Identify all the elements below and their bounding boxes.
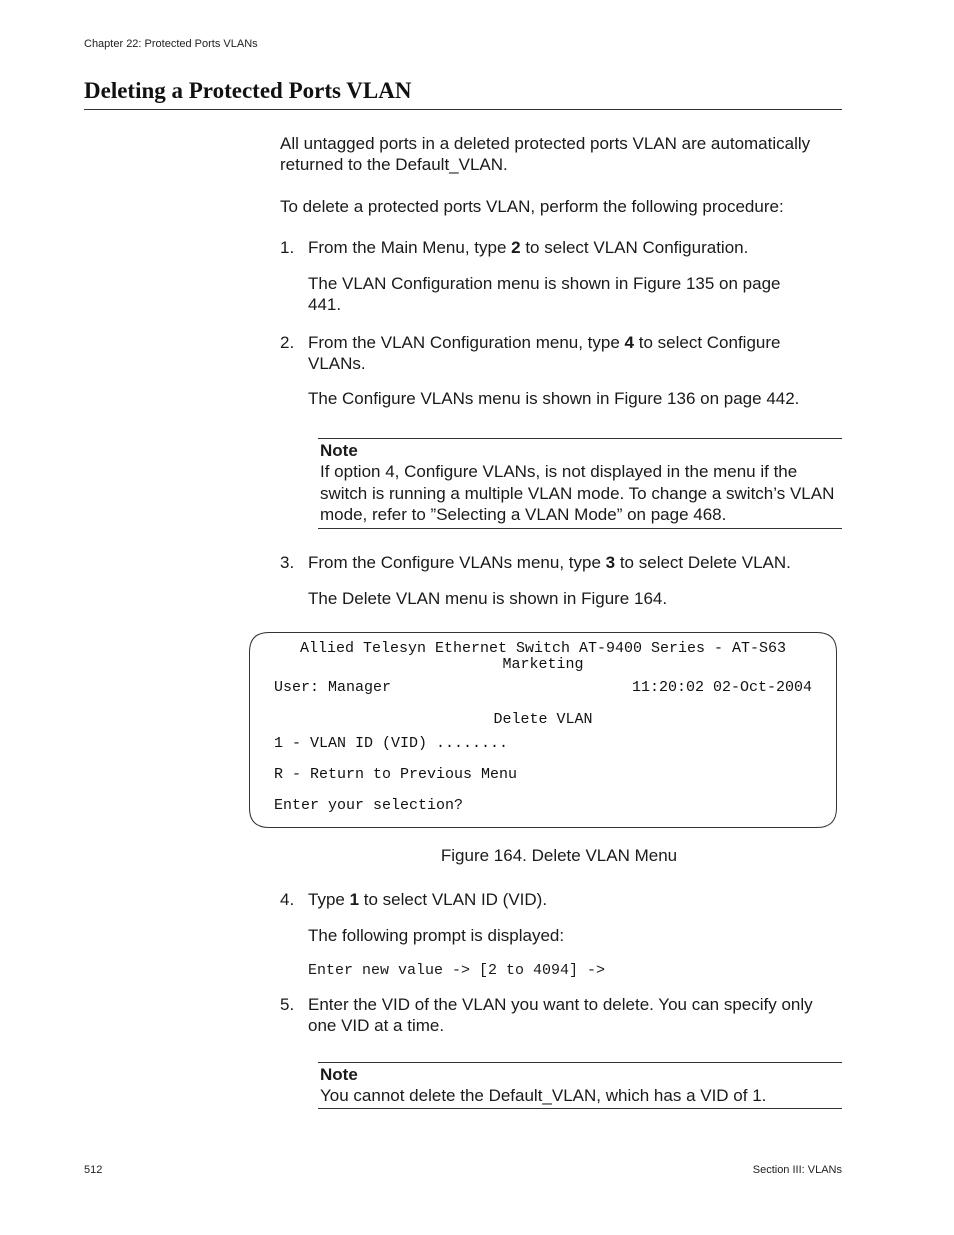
terminal-banner: Allied Telesyn Ethernet Switch AT-9400 Series - AT-S63 (299, 640, 787, 657)
intro-paragraph: All untagged ports in a deleted protected ports VLAN are automatically returned to the Default_VLAN. (280, 134, 811, 174)
step-5-number: 5. (280, 995, 295, 1014)
terminal-user: User: Manager (274, 679, 392, 696)
section-title: Deleting a Protected Ports VLAN (84, 78, 412, 103)
note-box-2 (318, 1062, 842, 1109)
step-3-key: 3 (605, 553, 616, 572)
step-1-text: From the Main Menu, type 2 to select VLAN Configuration. (308, 238, 749, 257)
page-number: 512 (84, 1164, 103, 1176)
note-heading: Note (320, 441, 358, 460)
step-2-followup: The Configure VLANs menu is shown in Figure 136 on page 442. (308, 389, 800, 408)
step-3-text: From the Configure VLANs menu, type 3 to select Delete VLAN. (308, 553, 791, 572)
step-2-number: 2. (280, 333, 295, 352)
step-4-text: Type 1 to select VLAN ID (VID). (308, 890, 548, 909)
running-header: Chapter 22: Protected Ports VLANs (84, 38, 258, 50)
step-4-key: 1 (349, 890, 360, 909)
step-2-text: From the VLAN Configuration menu, type 4 to select Configure VLANs. (308, 333, 781, 373)
step-1-key: 2 (511, 238, 521, 257)
footer-section: Section III: VLANs (752, 1164, 842, 1176)
terminal-prompt: Enter your selection? (274, 797, 464, 814)
step-1-followup: The VLAN Configuration menu is shown in Figure 135 on page 441. (308, 274, 781, 314)
step-5-text: Enter the VID of the VLAN you want to delete. You can specify only one VID at a time. (308, 995, 813, 1035)
step-4-number: 4. (280, 890, 295, 909)
step-2-key: 4 (624, 333, 635, 352)
note-2-heading: Note (320, 1065, 358, 1084)
note-text: If option 4, Configure VLANs, is not displayed in the menu if the switch is running a multiple VLAN mode. To change a switch’s VLAN mode, refer to ”Selecting a VLAN Mode” on page 468. (320, 462, 835, 524)
procedure-intro: To delete a protected ports VLAN, perform the following procedure: (280, 197, 784, 216)
note-2-text: You cannot delete the Default_VLAN, which has a VID of 1. (320, 1086, 767, 1105)
step-1-number: 1. (280, 238, 295, 257)
terminal-menu-title: Delete VLAN (493, 711, 593, 728)
step-3-number: 3. (280, 553, 295, 572)
figure-caption: Figure 164. Delete VLAN Menu (440, 846, 678, 865)
terminal-system-name: Marketing (502, 656, 584, 673)
terminal-screen-figure (249, 632, 837, 828)
note-box (318, 438, 842, 529)
step-3-followup: The Delete VLAN menu is shown in Figure 164. (308, 589, 668, 608)
step-4-followup: The following prompt is displayed: (308, 926, 565, 945)
prompt-example: Enter new value -> [2 to 4094] -> (308, 962, 606, 979)
terminal-timestamp: 11:20:02 02-Oct-2004 (631, 679, 812, 696)
terminal-option-return: R - Return to Previous Menu (274, 766, 518, 783)
terminal-option-vid: 1 - VLAN ID (VID) ........ (274, 735, 509, 752)
title-divider (84, 109, 842, 110)
